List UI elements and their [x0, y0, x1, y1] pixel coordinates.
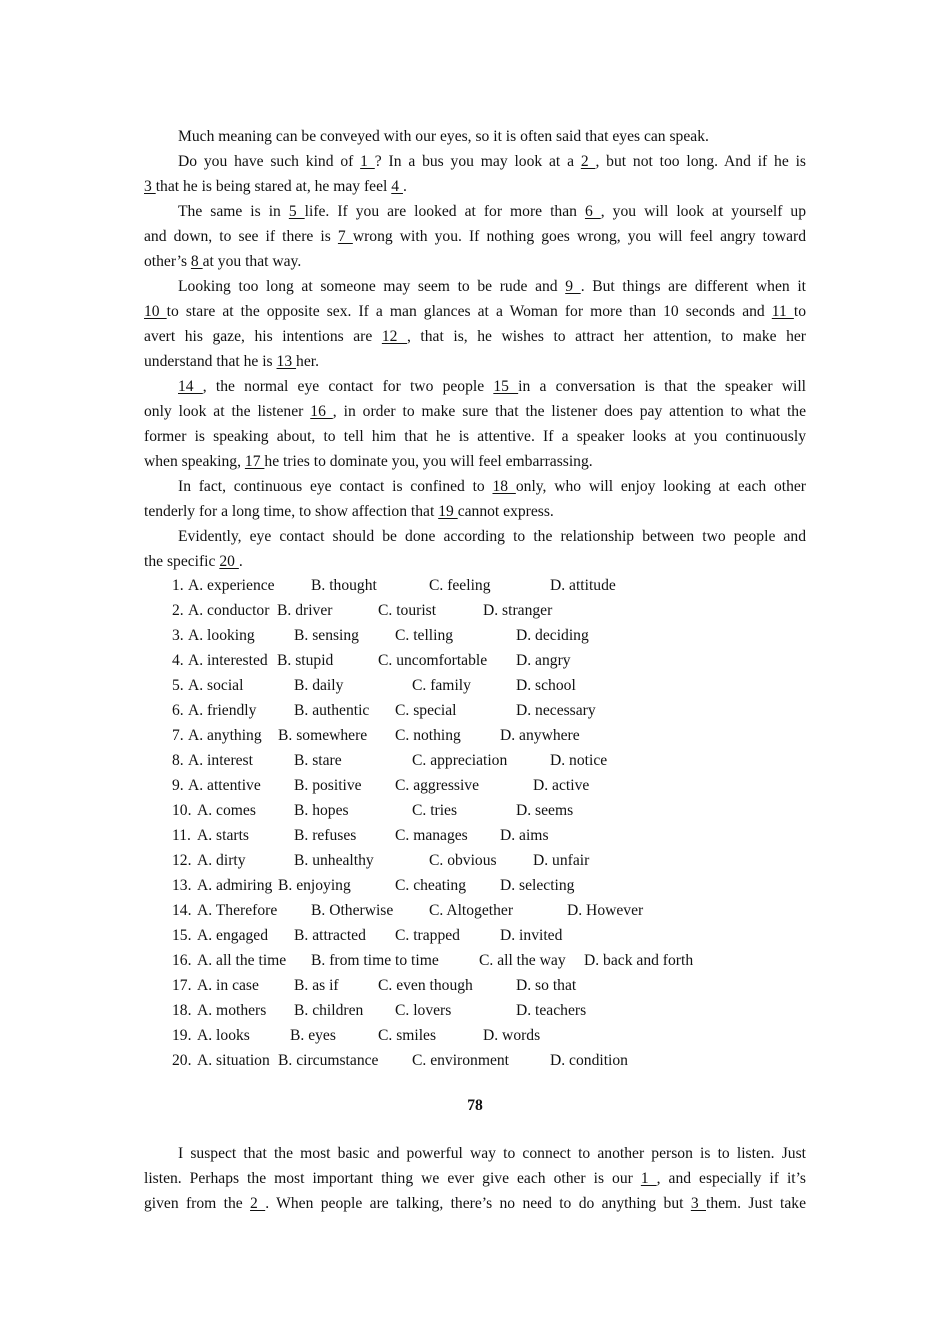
passage-line: 3 that he is being stared at, he may feel 4 .	[144, 178, 407, 195]
passage-line: Much meaning can be conveyed with our eyes, so it is often said that eyes can speak.	[178, 128, 709, 145]
option-d: D. invited	[500, 927, 563, 944]
option-a: A. comes	[197, 802, 256, 819]
option-d: D. aims	[500, 827, 549, 844]
question-number: 15.	[172, 927, 192, 944]
question-number: 10.	[172, 802, 192, 819]
option-d: D. so that	[516, 977, 577, 994]
option-c: C. trapped	[395, 927, 460, 944]
option-b: B. as if	[294, 977, 339, 994]
option-a: A. conductor	[188, 602, 270, 619]
question-number: 3.	[172, 627, 184, 644]
blank-6: 6	[584, 203, 601, 220]
question-number: 5.	[172, 677, 184, 694]
passage-line: Do you have such kind of 1 ? In a bus you may look at a 2 , but not too long. And if he is	[178, 153, 806, 170]
option-c: C. environment	[412, 1052, 510, 1069]
question-number: 17.	[172, 977, 192, 994]
question-number: 12.	[172, 852, 192, 869]
option-b: B. daily	[294, 677, 344, 694]
option-c: C. feeling	[429, 577, 491, 594]
blank-14: 14	[178, 378, 203, 395]
option-d: D. notice	[550, 752, 608, 769]
question-number: 11.	[172, 827, 191, 844]
option-c: C. nothing	[395, 727, 461, 744]
option-a: A. all the time	[197, 952, 287, 969]
option-c: C. tries	[412, 802, 458, 819]
question-number: 6.	[172, 702, 184, 719]
passage-line: understand that he is 13 her.	[144, 353, 319, 370]
passage-line: Looking too long at someone may seem to be rude and 9 . But things are different when it	[178, 278, 806, 295]
blank-3: 3	[144, 178, 156, 195]
option-c: C. all the way	[479, 952, 566, 969]
question-number: 13.	[172, 877, 192, 894]
option-c: C. lovers	[395, 1002, 452, 1019]
option-b: B. thought	[311, 577, 377, 594]
blank-4: 4	[391, 178, 403, 195]
option-a: A. friendly	[188, 702, 257, 719]
option-d: D. school	[516, 677, 576, 694]
option-a: A. looking	[188, 627, 255, 644]
option-b: B. circumstance	[278, 1052, 379, 1069]
blank-8: 8	[190, 253, 203, 270]
option-c: C. appreciation	[412, 752, 508, 769]
option-b: B. authentic	[294, 702, 370, 719]
question-number: 18.	[172, 1002, 192, 1019]
option-b: B. positive	[294, 777, 362, 794]
option-a: A. in case	[197, 977, 259, 994]
option-d: D. selecting	[500, 877, 575, 894]
option-d: D. teachers	[516, 1002, 587, 1019]
passage-line: 14 , the normal eye contact for two people 15 in a conversation is that the speaker will	[178, 378, 806, 395]
passage-line: and down, to see if there is 7 wrong with you. If nothing goes wrong, you will feel angry toward	[144, 228, 806, 245]
option-b: B. stare	[294, 752, 342, 769]
passage-line: The same is in 5 life. If you are looked at for more than 6 , you will look at yourself up	[178, 203, 807, 220]
blank-19: 19	[438, 503, 458, 520]
blank-1: 1	[360, 153, 375, 170]
option-b: B. attracted	[294, 927, 366, 944]
passage-line: avert his gaze, his intentions are 12 , that is, he wishes to attract her attention, to make her	[144, 328, 806, 345]
option-c: C. telling	[395, 627, 454, 644]
question-number: 14.	[172, 902, 192, 919]
question-number: 4.	[172, 652, 184, 669]
passage-line: In fact, continuous eye contact is confined to 18 only, who will enjoy looking at each other	[178, 478, 806, 495]
passage-line: when speaking, 17 he tries to dominate you, you will feel embarrassing.	[144, 453, 593, 470]
passage-line: Evidently, eye contact should be done according to the relationship between two people and	[178, 528, 806, 545]
blank-10: 10	[144, 303, 167, 320]
question-number: 1.	[172, 577, 184, 594]
blank-9: 9	[565, 278, 581, 295]
blank-16: 16	[310, 403, 333, 420]
option-a: A. dirty	[197, 852, 246, 869]
passage-line: other’s 8 at you that way.	[144, 253, 302, 270]
option-d: D. condition	[550, 1052, 628, 1069]
blank-12: 12	[381, 328, 407, 345]
passage-line: listen. Perhaps the most important thing we ever give each other is our 1 , and especially if it’s	[144, 1170, 807, 1187]
option-c: C. even though	[378, 977, 473, 994]
option-a: A. admiring	[197, 877, 273, 894]
blank-3: 3	[690, 1195, 706, 1212]
option-b: B. hopes	[294, 802, 349, 819]
option-c: C. aggressive	[395, 777, 480, 794]
option-a: A. social	[188, 677, 244, 694]
option-a: A. experience	[188, 577, 275, 594]
option-b: B. enjoying	[278, 877, 351, 894]
option-d: D. deciding	[516, 627, 589, 644]
blank-2: 2	[580, 153, 596, 170]
question-number: 19.	[172, 1027, 192, 1044]
option-c: C. obvious	[429, 852, 497, 869]
option-a: A. looks	[197, 1027, 250, 1044]
option-b: B. somewhere	[278, 727, 368, 744]
question-number: 9.	[172, 777, 184, 794]
option-a: A. anything	[188, 727, 262, 744]
passage-line: I suspect that the most basic and powerful way to connect to another person is to listen. Just	[178, 1145, 806, 1162]
option-c: C. Altogether	[429, 902, 514, 919]
blank-11: 11	[771, 303, 794, 320]
option-a: A. engaged	[197, 927, 269, 944]
section-number: 78	[467, 1097, 483, 1114]
option-c: C. tourist	[378, 602, 437, 619]
blank-17: 17	[244, 453, 265, 470]
passage-line: only look at the listener 16 , in order to make sure that the listener does pay attention to what the	[144, 403, 807, 420]
blank-18: 18	[492, 478, 516, 495]
option-a: A. interest	[188, 752, 253, 769]
blank-20: 20	[219, 553, 239, 570]
option-b: B. sensing	[294, 627, 359, 644]
option-a: A. situation	[197, 1052, 270, 1069]
option-c: C. smiles	[378, 1027, 437, 1044]
question-number: 7.	[172, 727, 184, 744]
blank-2: 2	[250, 1195, 266, 1212]
option-d: D. active	[533, 777, 590, 794]
passage-line: the specific 20 .	[144, 553, 243, 570]
question-number: 2.	[172, 602, 184, 619]
option-b: B. refuses	[294, 827, 357, 844]
blank-1: 1	[640, 1170, 657, 1187]
option-d: D. seems	[516, 802, 574, 819]
option-a: A. interested	[188, 652, 268, 669]
option-a: A. starts	[197, 827, 249, 844]
option-c: C. family	[412, 677, 471, 694]
option-b: B. Otherwise	[311, 902, 394, 919]
blank-5: 5	[288, 203, 305, 220]
option-b: B. stupid	[277, 652, 334, 669]
option-d: D. However	[567, 902, 644, 919]
blank-13: 13	[276, 353, 297, 370]
option-c: C. manages	[395, 827, 468, 844]
passage-line: tenderly for a long time, to show affection that 19 cannot express.	[144, 503, 554, 520]
option-c: C. uncomfortable	[378, 652, 488, 669]
blank-7: 7	[337, 228, 353, 245]
passage-line: 10 to stare at the opposite sex. If a man glances at a Woman for more than 10 seconds and 11 to	[144, 303, 807, 320]
question-number: 8.	[172, 752, 184, 769]
option-c: C. cheating	[395, 877, 467, 894]
option-b: B. unhealthy	[294, 852, 374, 869]
option-d: D. words	[483, 1027, 541, 1044]
option-d: D. anywhere	[500, 727, 580, 744]
option-d: D. back and forth	[584, 952, 694, 969]
option-a: A. Therefore	[197, 902, 278, 919]
option-a: A. attentive	[188, 777, 261, 794]
passage-line: former is speaking about, to tell him that he is attentive. If a speaker looks at you continuously	[144, 428, 806, 445]
question-number: 16.	[172, 952, 192, 969]
option-d: D. stranger	[483, 602, 553, 619]
option-d: D. attitude	[550, 577, 616, 594]
blank-15: 15	[493, 378, 519, 395]
option-b: B. driver	[277, 602, 333, 619]
passage-line: given from the 2 . When people are talking, there’s no need to do anything but 3 them. Just take	[144, 1195, 806, 1212]
option-b: B. from time to time	[311, 952, 439, 969]
option-d: D. unfair	[533, 852, 590, 869]
option-d: D. necessary	[516, 702, 596, 719]
option-d: D. angry	[516, 652, 571, 669]
question-number: 20.	[172, 1052, 192, 1069]
option-c: C. special	[395, 702, 457, 719]
option-a: A. mothers	[197, 1002, 267, 1019]
option-b: B. children	[294, 1002, 364, 1019]
option-b: B. eyes	[290, 1027, 336, 1044]
